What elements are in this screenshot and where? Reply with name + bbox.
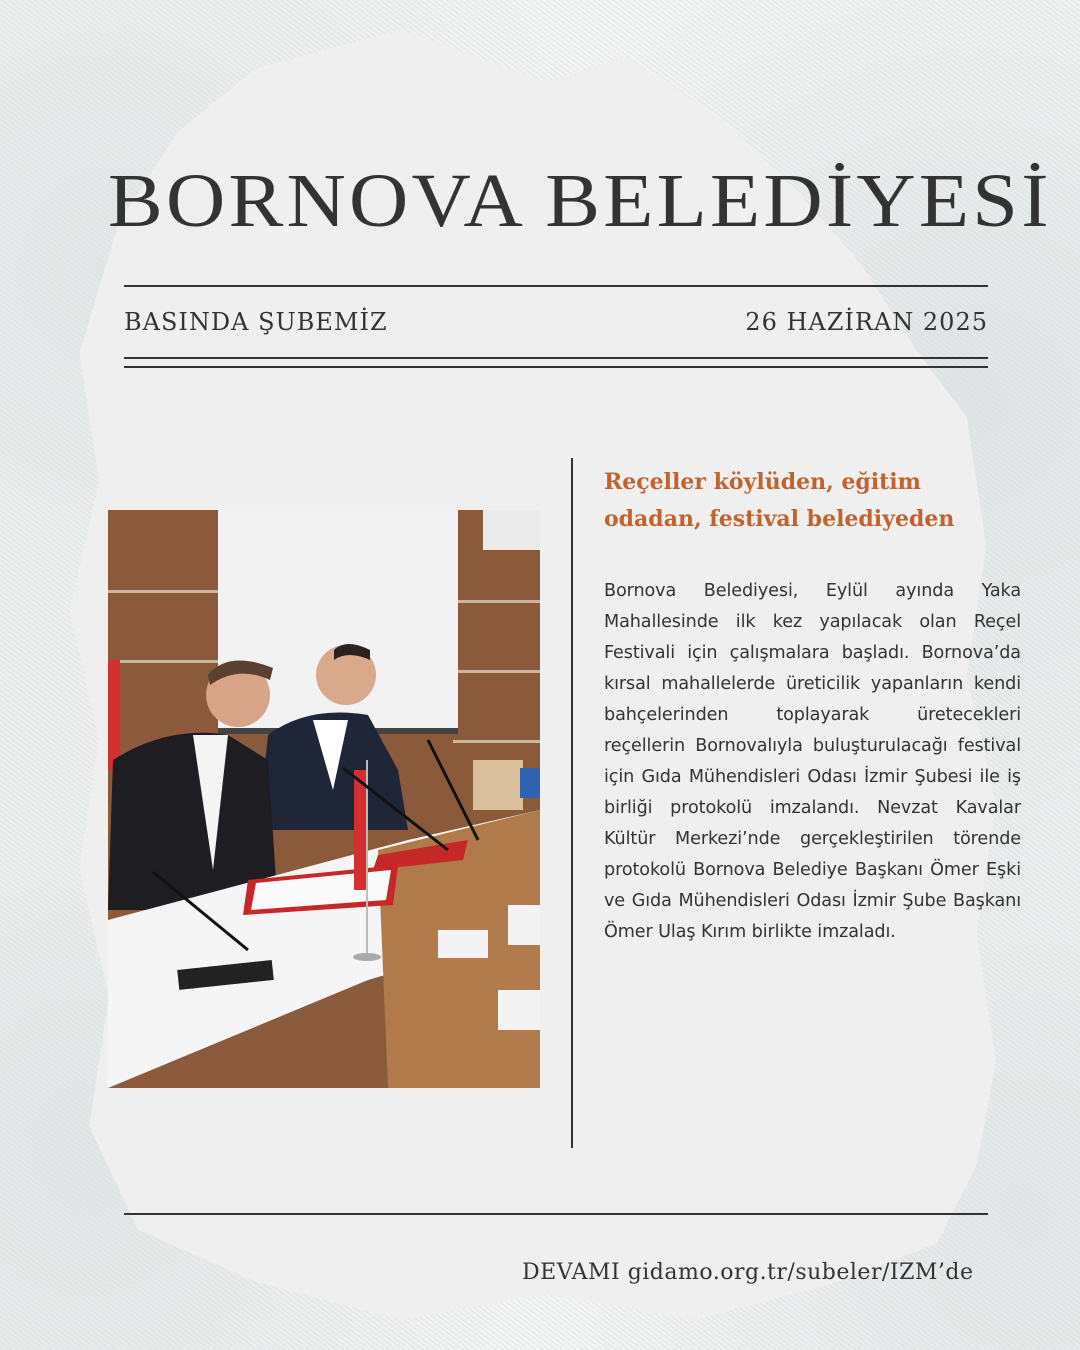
signing-ceremony-illustration xyxy=(108,510,540,1088)
date-label: 26 HAZİRAN 2025 xyxy=(745,308,988,336)
article-photo xyxy=(108,510,540,1088)
article-body: Bornova Belediyesi, Eylül ayında Yaka Mahallesinde ilk kez yapılacak olan Reçel Festivali için çalışmalara başladı. Bornova’da kırsal mahallelerde üreticilik yapanların kendi bahçelerinden toplayarak üretecekleri reçellerin Bornovalıyla buluşturulacağı festival için Gıda Mühendisleri Odası İzmir Şubesi ile iş birliği protokolü imzalandı. Nevzat Kavalar Kültür Merkezi’nde gerçekleştirilen törende protokolü Bornova Belediye Başkanı Ömer Eşki ve Gıda Mühendisleri Odası İzmir Şube Başkanı Ömer Ulaş Kırım birlikte imzaladı. xyxy=(604,581,1021,942)
section-label: BASINDA ŞUBEMİZ xyxy=(124,308,388,336)
footer-rule xyxy=(124,1213,988,1215)
article-headline: Reçeller köylüden, eğitim odadan, festival belediyeden xyxy=(604,469,955,532)
top-rule xyxy=(124,285,988,287)
page-title: BORNOVA BELEDİYESİ xyxy=(108,159,1052,243)
read-more-link[interactable]: DEVAMI gidamo.org.tr/subeler/IZM’de xyxy=(522,1260,974,1285)
double-rule-bottom xyxy=(124,366,988,368)
double-rule-top xyxy=(124,357,988,359)
column-divider xyxy=(571,458,573,1148)
subheader xyxy=(124,308,988,336)
